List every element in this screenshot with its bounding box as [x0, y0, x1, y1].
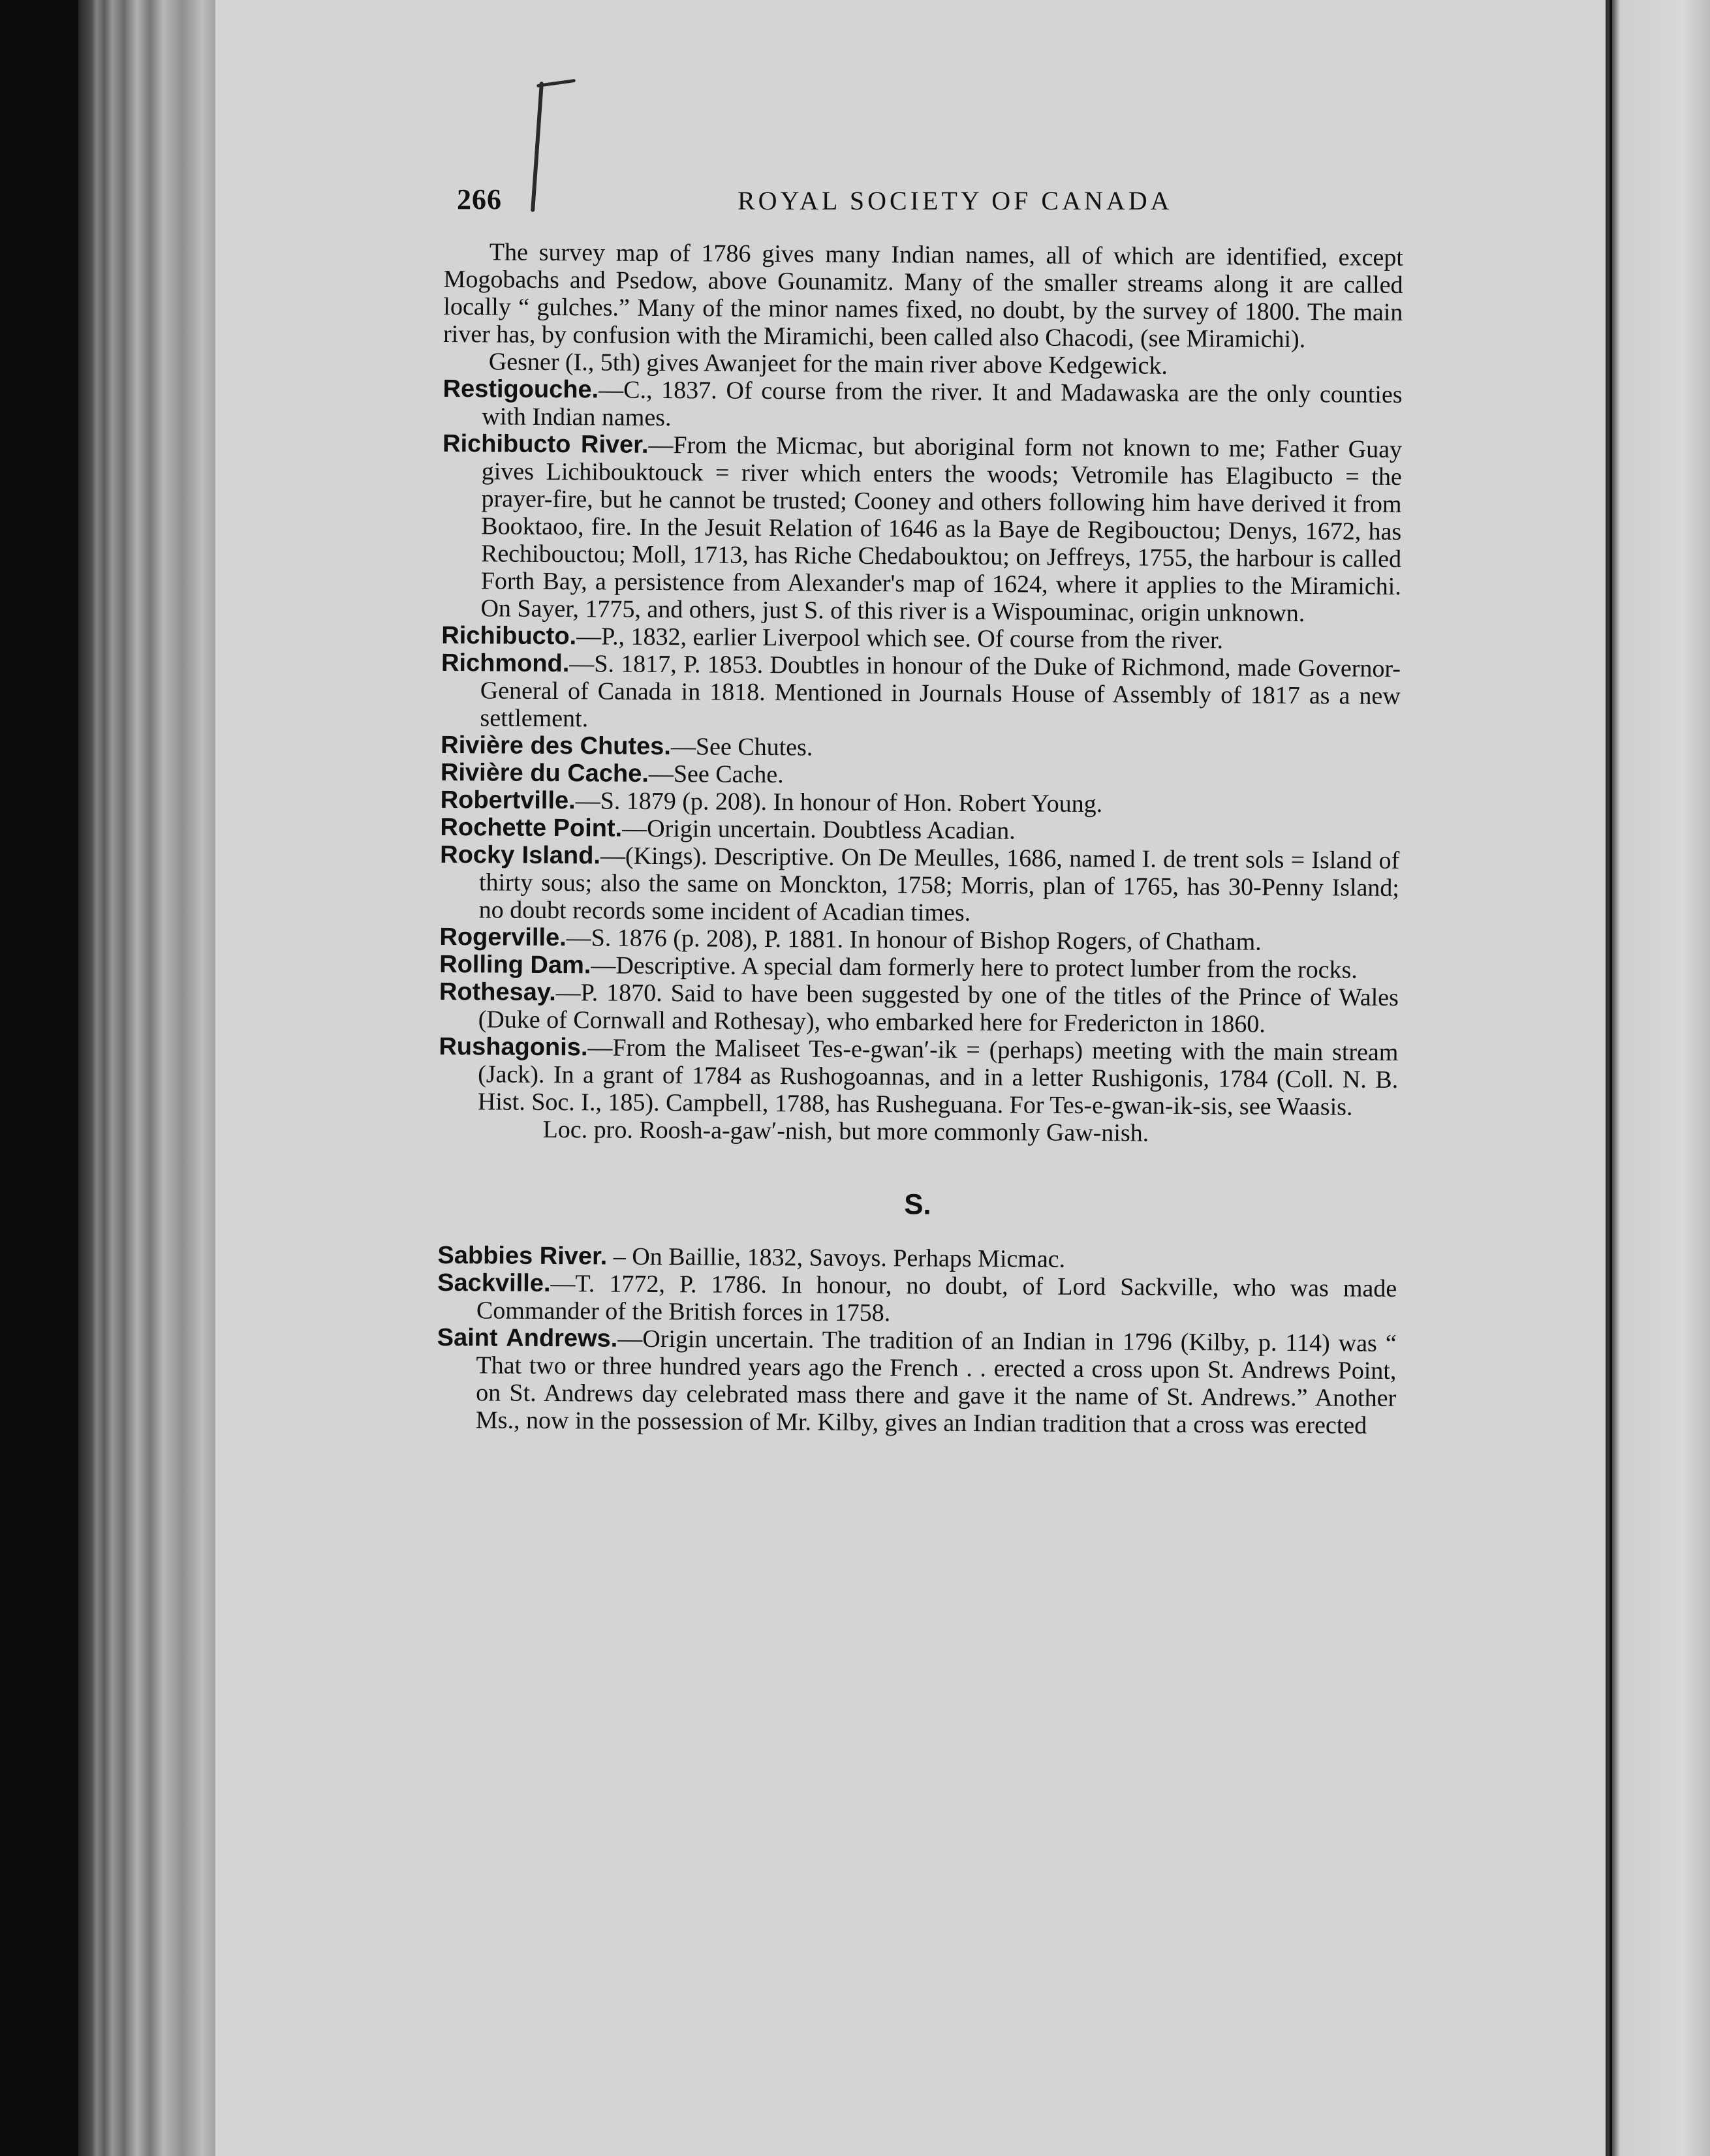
entry-text: —C., 1837. Of course from the river. It and Madawaska are the only counties with Indian names.: [482, 376, 1403, 432]
entry-heading: Rolling Dam.: [439, 950, 591, 979]
gazetteer-entry: [437, 1324, 1397, 1440]
entry-text: —See Chutes.: [670, 733, 813, 762]
page-body: [437, 238, 1403, 1440]
intro-paragraph: The survey map of 1786 gives many Indian names, all of which are identified, except Mogobachs and Psedow, above Gounamitz. Many of the smaller streams along it are called locally “ gulches.” Many of the minor names fixed, no doubt, by the survey of 1800. The main river has, by confusion with the Miramichi, been called also Chacodi, (see Miramichi).: [443, 238, 1403, 354]
entry-text: —S. 1876 (p. 208), P. 1881. In honour of Bishop Rogers, of Chatham.: [566, 924, 1262, 956]
section-heading-s: S.: [904, 1188, 931, 1221]
pronunciation-note: Loc. pro. Roosh-a-gaw′-nish, but more commonly Gaw-nish.: [542, 1115, 1149, 1147]
entry-text: —See Cache.: [648, 760, 784, 789]
entry-heading: Sackville.: [437, 1269, 551, 1298]
entry-heading: Richibucto.: [441, 621, 577, 651]
entry-heading: Rogerville.: [439, 923, 567, 952]
gazetteer-entry: [440, 841, 1400, 929]
gutter-shadow: [1609, 0, 1612, 2156]
entry-heading: Rocky Island.: [440, 840, 601, 870]
entry-heading: Saint Andrews.: [437, 1323, 618, 1353]
entry-heading: Rushagonis.: [439, 1032, 588, 1062]
entry-text: —Descriptive. A special dam formerly here to protect lumber from the rocks.: [591, 951, 1358, 984]
gazetteer-entry: [439, 1033, 1399, 1121]
gazetteer-entry: [441, 430, 1402, 628]
running-head: ROYAL SOCIETY OF CANADA: [738, 186, 1173, 215]
entry-text: – On Baillie, 1832, Savoys. Perhaps Micmac.: [607, 1242, 1066, 1273]
entry-heading: Richmond.: [441, 649, 570, 678]
entry-heading: Restigouche.: [443, 375, 599, 404]
page-header: [457, 183, 1469, 228]
entry-heading: Sabbies River.: [437, 1241, 608, 1270]
entry-heading: Rochette Point.: [440, 813, 623, 842]
entry-text: —S. 1879 (p. 208). In honour of Hon. Robert Young.: [575, 787, 1103, 818]
gazetteer-entry: [437, 1269, 1397, 1330]
gazetteer-entry: [441, 649, 1401, 737]
facing-page-edge: [1606, 0, 1710, 2156]
gazetteer-entry: [439, 978, 1399, 1039]
entry-heading: Robertville.: [440, 786, 576, 815]
entry-heading: Rivière des Chutes.: [441, 731, 672, 761]
entry-text: —S. 1817, P. 1853. Doubtles in honour of the Duke of Richmond, made Governor-General of Canada in 1818. Mentioned in Journals House of Assembly of 1817 as a new settlement.: [480, 650, 1401, 733]
entry-text: —Origin uncertain. The tradition of an Indian in 1796 (Kilby, p. 114) was “ That two or three hundred years ago the French . . erected a cross upon St. Andrews Point, on St. Andrews day celebrated mass there and gave it the name of St. Andrews.” Another Ms., now in the possession of Mr. Kilby, gives an Indian tradition that a cross was erected: [475, 1325, 1397, 1440]
entry-text: —P., 1832, earlier Liverpool which see. Of course from the river.: [576, 623, 1224, 654]
book-page-edges: [78, 0, 215, 2156]
intro-paragraph-gesner: Gesner (I., 5th) gives Awanjeet for the main river above Kedgewick.: [488, 348, 1168, 380]
entry-text: —(Kings). Descriptive. On De Meulles, 1686, named I. de trent sols = Island of thirty sous; also the same on Monckton, 1758; Morris, plan of 1765, has 30-Penny Island; no doubt records some incident of Acadian times.: [478, 842, 1400, 927]
entry-heading: Rothesay.: [439, 978, 556, 1007]
entry-text: —P. 1870. Said to have been suggested by one of the titles of the Prince of Wales (Duke of Cornwall and Rothesay), who embarked here for Fredericton in 1860.: [478, 979, 1399, 1038]
entry-heading: Rivière du Cache.: [440, 758, 649, 788]
entry-text: —From the Micmac, but aboriginal form not known to me; Father Guay gives Lichibouktouck = river which enters the woods; Vetromile has Elagibucto = the prayer-fire, but he cannot be trusted; Cooney and others following him have derived it from Booktaoo, fire. In the Jesuit Relation of 1646 as la Baye de Regibouctou; Denys, 1672, has Rechibouctou; Moll, 1713, has Riche Chedabouktou; on Jeffreys, 1755, the harbour is called Forth Bay, a persistence from Alexander's map of 1624, where it applies to the Miramichi. On Sayer, 1775, and others, just S. of this river is a Wispouminac, origin unknown.: [480, 431, 1403, 628]
gazetteer-entry: [443, 375, 1402, 436]
entry-heading: Richibucto River.: [442, 429, 649, 459]
entry-text: —T. 1772, P. 1786. In honour, no doubt, of Lord Sackville, who was made Commander of the British forces in 1758.: [476, 1270, 1397, 1327]
entry-text: —Origin uncertain. Doubtless Acadian.: [622, 814, 1016, 845]
entry-text: —From the Maliseet Tes-e-gwan′-ik = (perhaps) meeting with the main stream (Jack). In a grant of 1784 as Rushogoannas, and in a letter Rushigonis, 1784 (Coll. N. B. Hist. Soc. I., 185). Campbell, 1788, has Rusheguana. For Tes-e-gwan-ik-sis, see Waasis.: [477, 1034, 1399, 1121]
page-number: 266: [457, 183, 502, 215]
